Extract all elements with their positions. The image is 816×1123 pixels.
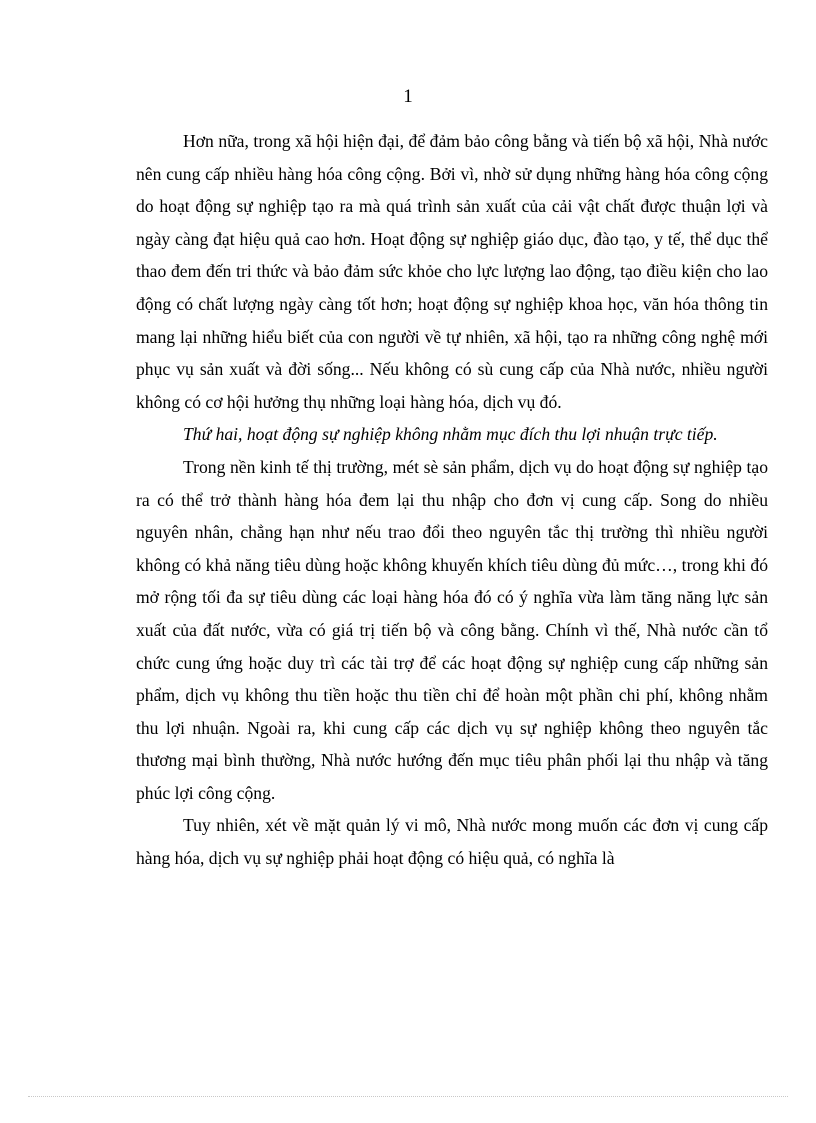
body-text: [136, 125, 768, 875]
paragraph-micro-management: Tuy nhiên, xét về mặt quản lý vi mô, Nhà nước mong muốn các đơn vị cung cấp hàng hóa, dịch vụ sự nghiệp phải hoạt động có hiệu quả, có nghĩa là: [136, 815, 768, 869]
paragraph-market-economy: Trong nền kinh tế thị trường, mét sè sản phẩm, dịch vụ do hoạt động sự nghiệp tạo ra có thể trở thành hàng hóa đem lại thu nhập cho đơn vị cung cấp. Song do nhiều nguyên nhân, chẳng hạn như nếu trao đổi theo nguyên tắc thị trường thì nhiều người không có khả năng tiêu dùng hoặc không khuyến khích tiêu dùng đủ mức…, trong khi đó mở rộng tối đa sự tiêu dùng các loại hàng hóa đó có ý nghĩa vừa làm tăng năng lực sản xuất của đất nước, vừa có giá trị tiến bộ và công bằng. Chính vì thế, Nhà nước cần tổ chức cung ứng hoặc duy trì các tài trợ để các hoạt động sự nghiệp cung cấp những sản phẩm, dịch vụ không thu tiền hoặc thu tiền chỉ để hoàn một phần chi phí, không nhằm thu lợi nhuận. Ngoài ra, khi cung cấp các dịch vụ sự nghiệp không theo nguyên tắc thương mại bình thường, Nhà nước hướng đến mục tiêu phân phối lại thu nhập và tăng phúc lợi công cộng.: [136, 456, 768, 803]
page-bottom-divider: [28, 1096, 788, 1097]
page-number: 1: [403, 86, 413, 107]
paragraph-second-point-heading: Thứ hai, hoạt động sự nghiệp không nhằm mục đích thu lợi nhuận trực tiếp.: [183, 424, 718, 445]
paragraph-public-goods: Hơn nữa, trong xã hội hiện đại, để đảm bảo công bằng và tiến bộ xã hội, Nhà nước nên cung cấp nhiều hàng hóa công cộng. Bởi vì, nhờ sử dụng những hàng hóa công cộng do hoạt động sự nghiệp tạo ra mà quá trình sản xuất của cải vật chất được thuận lợi và ngày càng đạt hiệu quả cao hơn. Hoạt động sự nghiệp giáo dục, đào tạo, y tế, thể dục thể thao đem đến tri thức và bảo đảm sức khỏe cho lực lượng lao động, tạo điều kiện cho lao động có chất lượng ngày càng tốt hơn; hoạt động sự nghiệp khoa học, văn hóa thông tin mang lại những hiểu biết của con người về tự nhiên, xã hội, tạo ra những công nghệ mới phục vụ sản xuất và đời sống... Nếu không có sù cung cấp của Nhà nước, nhiều người không có cơ hội hưởng thụ những loại hàng hóa, dịch vụ đó.: [136, 131, 768, 412]
